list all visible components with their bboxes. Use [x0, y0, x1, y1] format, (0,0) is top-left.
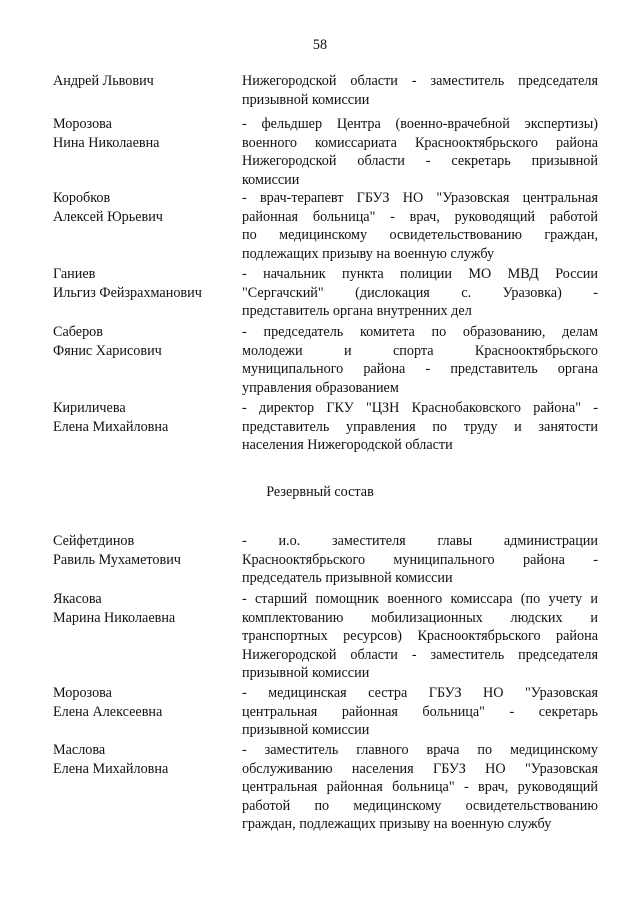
member-name: Сейфетдинов Равиль Мухаметович	[53, 533, 181, 568]
member-role: - и.о. заместителя главы администрации Краснооктябрьского муниципального района - председатель призывной комиссии	[242, 533, 598, 586]
member-name: Якасова Марина Николаевна	[53, 591, 176, 626]
member-role: - директор ГКУ "ЦЗН Краснобаковского района" - представитель управления по труду и занятости населения Нижегородской области	[242, 400, 598, 453]
member-role: - заместитель главного врача по медицинскому обслуживанию населения ГБУЗ НО "Уразовская центральная районная больница" - врач, руководящий работой по медицинскому освидетельствованию граждан, подлежащих призыву на военную службу	[242, 742, 598, 832]
member-role: - председатель комитета по образованию, делам молодежи и спорта Краснооктябрьского муниципального района - представитель органа управления образованием	[242, 324, 598, 396]
member-name: Кириличева Елена Михайловна	[53, 400, 169, 435]
member-name: Морозова Елена Алексеевна	[53, 685, 163, 720]
reserve-section-title: Резервный состав	[266, 484, 374, 500]
member-name: Маслова Елена Михайловна	[53, 742, 169, 777]
page-number: 58	[312, 37, 328, 53]
member-name: Морозова Нина Николаевна	[53, 116, 160, 151]
member-name: Коробков Алексей Юрьевич	[53, 190, 163, 225]
member-role: - старший помощник военного комиссара (по учету и комплектованию мобилизационных людских и транспортных ресурсов) Краснооктябрьского района Нижегородской области - заместитель председателя призывной комиссии	[242, 591, 598, 681]
member-role: Нижегородской области - заместитель председателя призывной комиссии	[242, 73, 598, 108]
member-role: - врач-терапевт ГБУЗ НО "Уразовская центральная районная больница" - врач, руководящий работой по медицинскому освидетельствованию граждан, подлежащих призыву на военную службу	[242, 190, 598, 262]
member-role: - начальник пункта полиции МО МВД России "Сергачский" (дислокация с. Уразовка) - представитель органа внутренних дел	[242, 266, 598, 319]
member-name: Андрей Львович	[53, 73, 154, 89]
member-name: Саберов Фянис Харисович	[53, 324, 162, 359]
member-name: Ганиев Ильгиз Фейзрахманович	[53, 266, 202, 301]
member-role: - фельдшер Центра (военно-врачебной экспертизы) военного комиссариата Краснооктябрьского района Нижегородской области - секретарь призывной комиссии	[242, 116, 598, 188]
member-role: - медицинская сестра ГБУЗ НО "Уразовская центральная районная больница" - секретарь призывной комиссии	[242, 685, 598, 738]
